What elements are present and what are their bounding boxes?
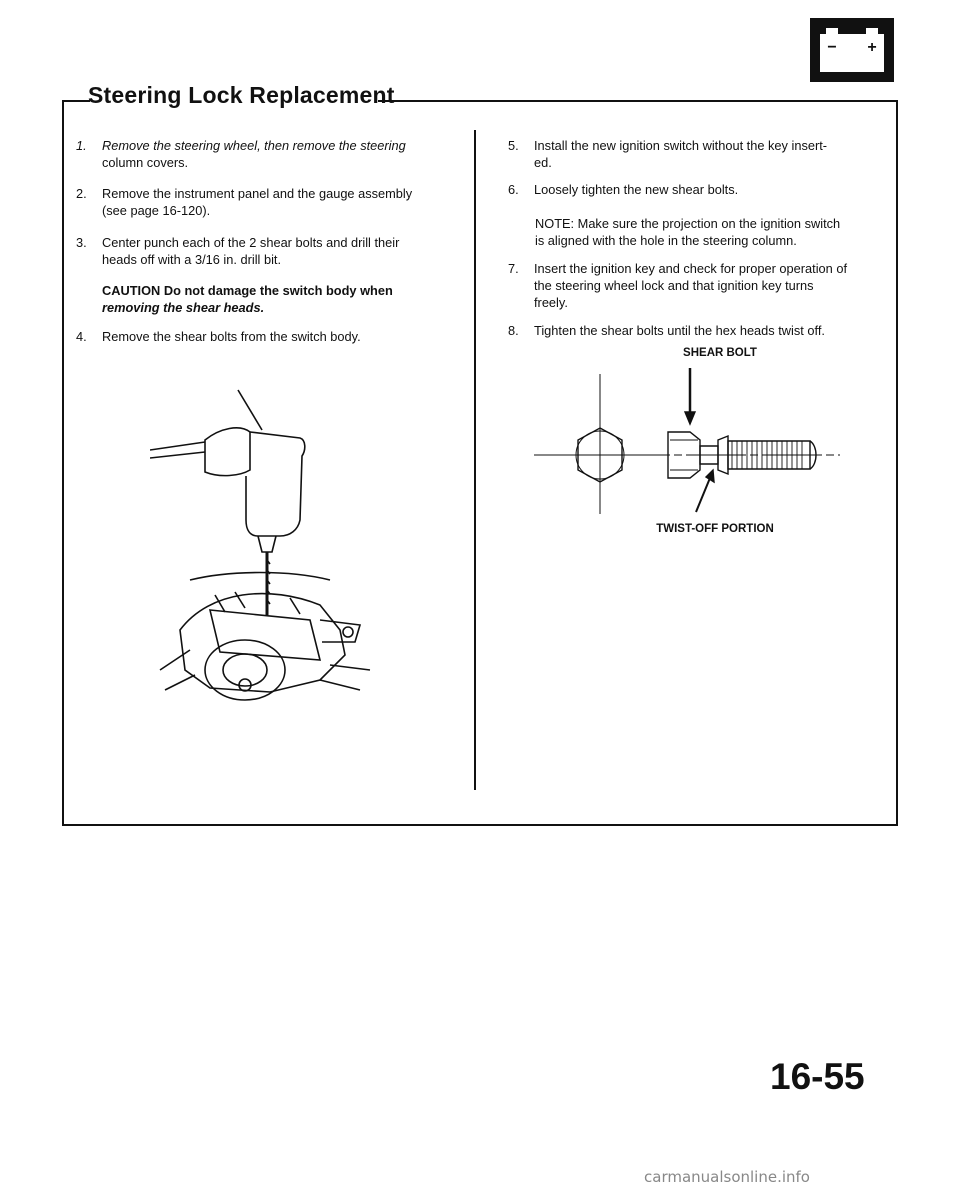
watermark-footer: carmanualsonline.info bbox=[644, 1168, 810, 1186]
step-text-line: (see page 16-120). bbox=[102, 203, 211, 218]
step-number: 3. bbox=[76, 235, 87, 250]
step-text-line: the steering wheel lock and that ignition key turns bbox=[534, 278, 814, 293]
step-text bbox=[102, 185, 412, 219]
step-text-line: Remove the instrument panel and the gauge assembly bbox=[102, 186, 413, 201]
step-text bbox=[534, 137, 827, 171]
step-number: 5. bbox=[508, 138, 519, 153]
drill-illustration bbox=[150, 380, 380, 710]
twist-off-label: TWIST-OFF PORTION bbox=[656, 523, 774, 535]
note-text bbox=[535, 215, 870, 249]
step-text: Remove the shear bolts from the switch body. bbox=[102, 329, 361, 344]
caution-text-line: Do not damage the switch body when bbox=[163, 283, 393, 298]
step-number: 8. bbox=[508, 323, 519, 338]
step-number: 2. bbox=[76, 186, 87, 201]
step-number: 7. bbox=[508, 261, 519, 276]
step-text-line: Install the new ignition switch without the key insert- bbox=[534, 138, 828, 153]
step-text-line: Insert the ignition key and check for proper operation of bbox=[534, 261, 847, 276]
step-text-line: heads off with a 3/16 in. drill bit. bbox=[102, 252, 282, 267]
caution-note bbox=[102, 282, 447, 316]
step-text-line: column covers. bbox=[102, 155, 189, 170]
battery-icon bbox=[810, 18, 894, 82]
column-divider bbox=[474, 130, 476, 790]
step-text-line: Center punch each of the 2 shear bolts and drill their bbox=[102, 235, 400, 250]
battery-plus-sign: + bbox=[867, 39, 877, 56]
step-text-line: ed. bbox=[534, 155, 552, 170]
frame-top-left-line bbox=[62, 100, 90, 102]
step-text bbox=[534, 260, 847, 311]
step-text bbox=[102, 137, 406, 171]
step-text-line: Remove the steering wheel, then remove the steering bbox=[102, 138, 406, 153]
shear-bolt-diagram bbox=[520, 340, 860, 540]
frame-top-right-line bbox=[378, 100, 896, 102]
step-text: Tighten the shear bolts until the hex heads twist off. bbox=[534, 323, 825, 338]
page-number: 16-55 bbox=[770, 1056, 865, 1097]
step-number: 6. bbox=[508, 182, 519, 197]
step-text bbox=[102, 234, 399, 268]
note-line: is aligned with the hole in the steering column. bbox=[535, 233, 797, 248]
shear-bolt-label: SHEAR BOLT bbox=[683, 347, 757, 359]
page-title: Steering Lock Replacement bbox=[88, 82, 395, 108]
step-number: 4. bbox=[76, 329, 87, 344]
step-text: Loosely tighten the new shear bolts. bbox=[534, 182, 739, 197]
battery-minus-sign: − bbox=[827, 39, 837, 56]
step-text-line: freely. bbox=[534, 295, 568, 310]
step-number: 1. bbox=[76, 138, 87, 153]
caution-label: CAUTION bbox=[102, 283, 161, 298]
note-line: NOTE: Make sure the projection on the ignition switch bbox=[535, 216, 841, 231]
caution-text-line: removing the shear heads. bbox=[102, 300, 265, 315]
